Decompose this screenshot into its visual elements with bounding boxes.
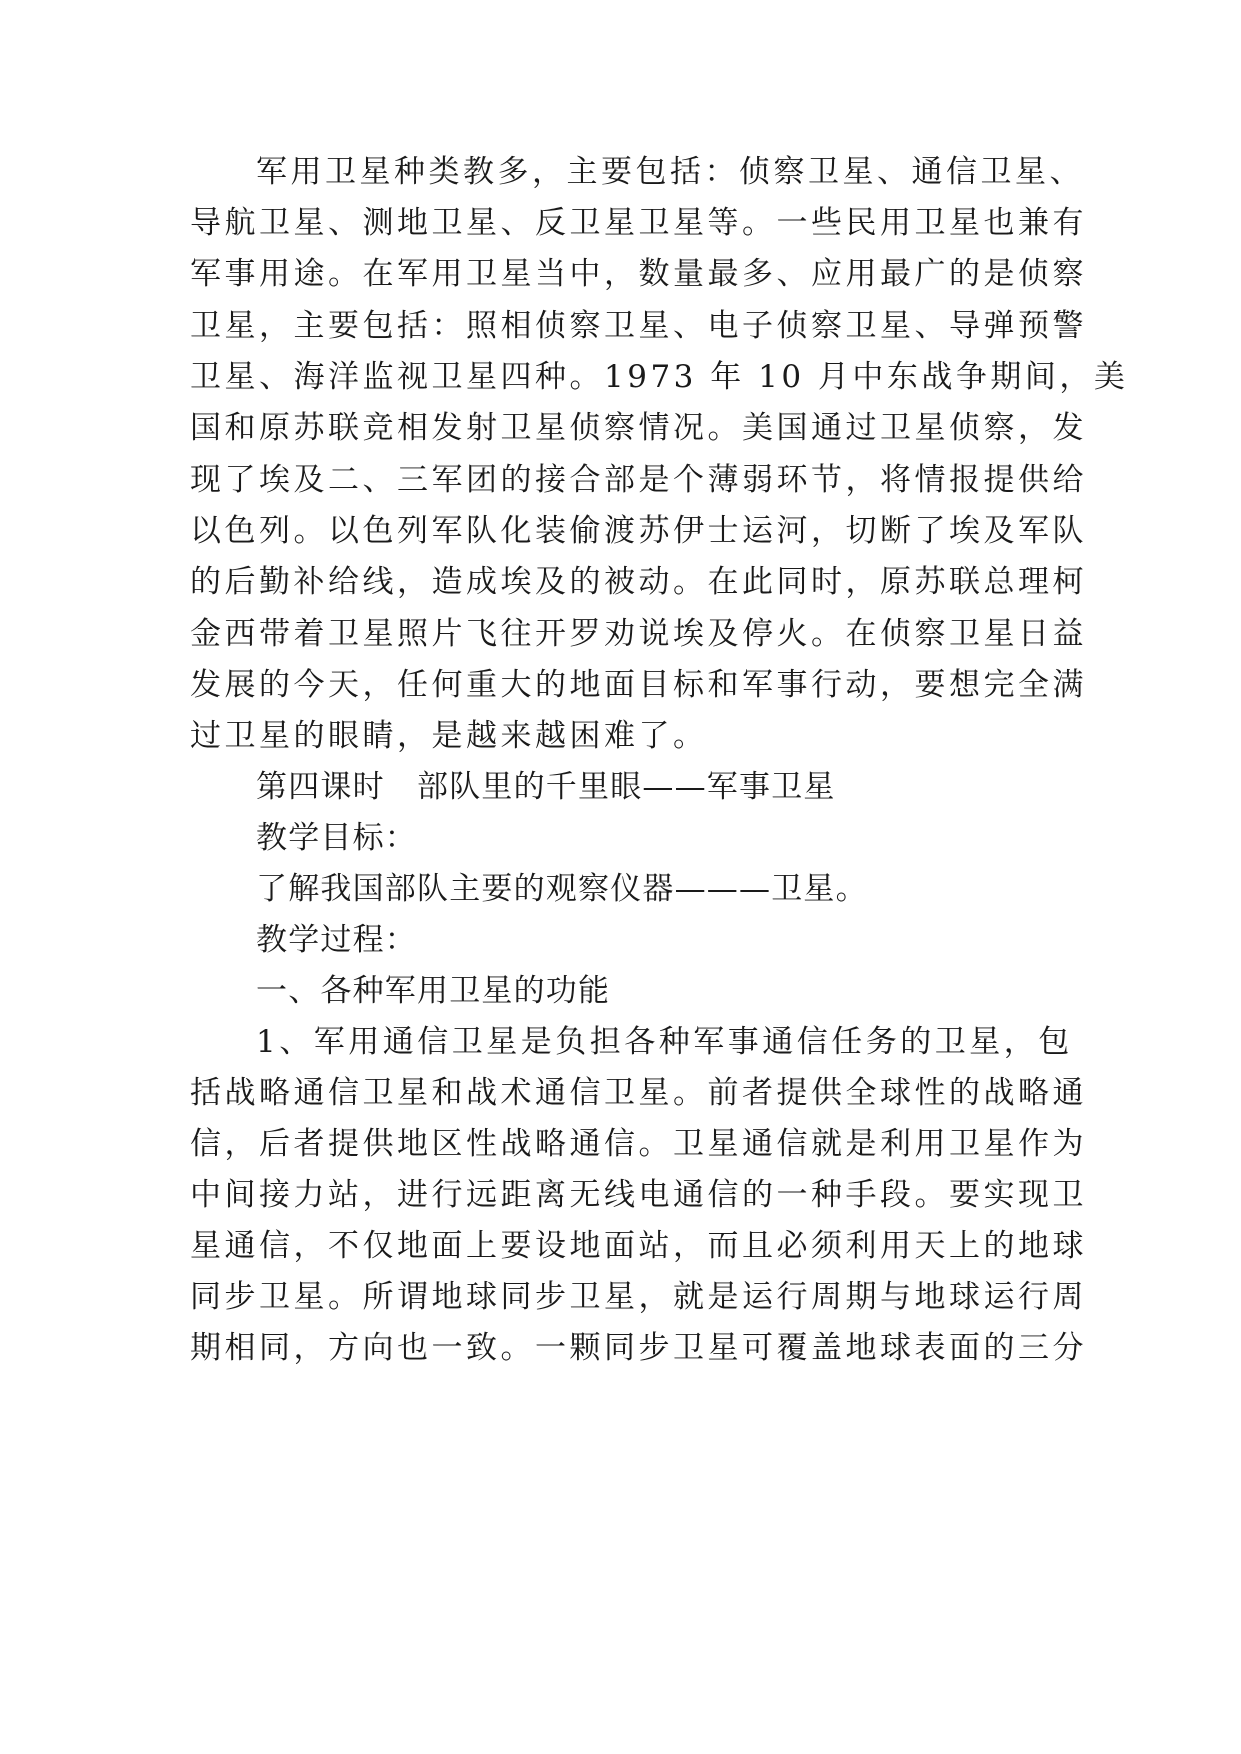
paragraph-line: 导航卫星、测地卫星、反卫星卫星等。一些民用卫星也兼有 <box>190 205 1087 241</box>
paragraph-line: 了解我国部队主要的观察仪器———卫星。 <box>256 871 868 907</box>
paragraph-line: 同步卫星。所谓地球同步卫星，就是运行周期与地球运行周 <box>190 1279 1087 1315</box>
paragraph-line: 国和原苏联竞相发射卫星侦察情况。美国通过卫星侦察，发 <box>190 410 1087 446</box>
paragraph-line: 过卫星的眼睛，是越来越困难了。 <box>190 718 708 754</box>
paragraph-line: 卫星，主要包括：照相侦察卫星、电子侦察卫星、导弹预警 <box>190 308 1087 344</box>
paragraph-line: 的后勤补给线，造成埃及的被动。在此同时，原苏联总理柯 <box>190 564 1087 600</box>
paragraph-line: 1、军用通信卫星是负担各种军事通信任务的卫星，包 <box>256 1024 1073 1060</box>
section-label: 教学目标： <box>256 820 417 856</box>
paragraph-line: 现了埃及二、三军团的接合部是个薄弱环节，将情报提供给 <box>190 462 1087 498</box>
section-label: 教学过程： <box>256 922 417 958</box>
paragraph-line: 期相同，方向也一致。一颗同步卫星可覆盖地球表面的三分 <box>190 1330 1087 1366</box>
section-heading: 一、各种军用卫星的功能 <box>256 973 611 1009</box>
paragraph-line: 军事用途。在军用卫星当中，数量最多、应用最广的是侦察 <box>190 256 1087 292</box>
paragraph-line: 星通信，不仅地面上要设地面站，而且必须利用天上的地球 <box>190 1228 1087 1264</box>
paragraph-line: 金西带着卫星照片飞往开罗劝说埃及停火。在侦察卫星日益 <box>190 616 1087 652</box>
paragraph-line: 发展的今天，任何重大的地面目标和军事行动，要想完全满 <box>190 667 1087 703</box>
lesson-heading: 第四课时 部队里的千里眼——军事卫星 <box>256 769 836 805</box>
paragraph-line: 中间接力站，进行远距离无线电通信的一种手段。要实现卫 <box>190 1177 1087 1213</box>
paragraph-line: 卫星、海洋监视卫星四种。1973 年 10 月中东战争期间，美 <box>190 359 1129 395</box>
paragraph-line: 以色列。以色列军队化装偷渡苏伊士运河，切断了埃及军队 <box>190 513 1087 549</box>
paragraph-line: 括战略通信卫星和战术通信卫星。前者提供全球性的战略通 <box>190 1075 1087 1111</box>
paragraph-line: 军用卫星种类教多，主要包括：侦察卫星、通信卫星、 <box>256 154 1084 190</box>
paragraph-line: 信，后者提供地区性战略通信。卫星通信就是利用卫星作为 <box>190 1126 1087 1162</box>
